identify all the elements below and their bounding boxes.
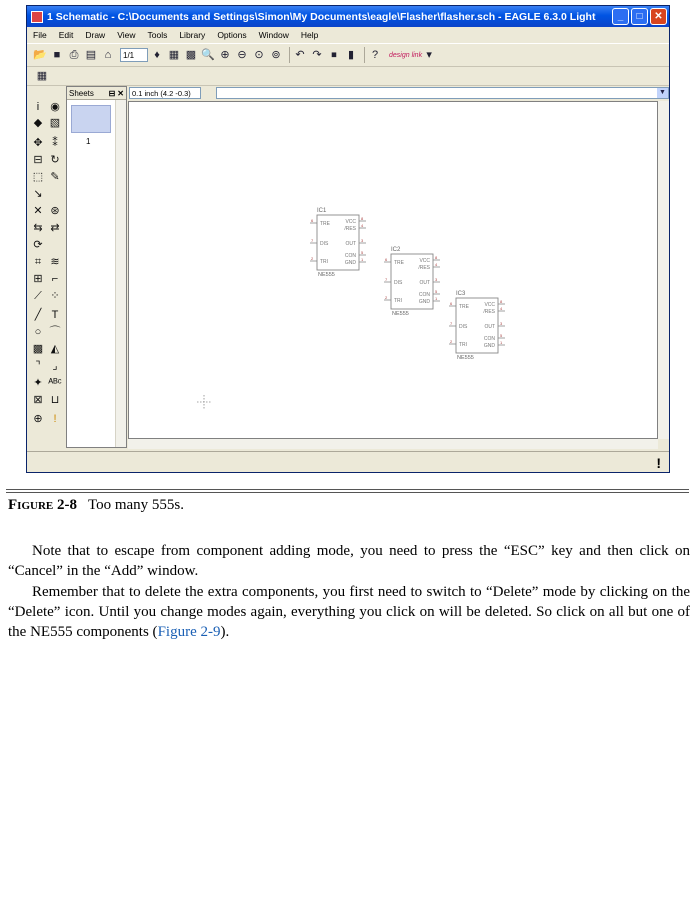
- pin-label: TRE: [394, 260, 404, 266]
- ulp-icon[interactable]: ▩: [185, 49, 197, 61]
- errors-icon[interactable]: !: [53, 413, 57, 425]
- pin-number: 6: [385, 257, 388, 262]
- attribute-icon[interactable]: ⊠: [33, 394, 43, 406]
- junction-icon[interactable]: ✦: [33, 377, 43, 389]
- mirror-icon[interactable]: ⊟: [33, 154, 43, 166]
- paragraph-text-end: ).: [220, 624, 230, 640]
- move-icon[interactable]: ✥: [33, 137, 43, 149]
- paste-icon[interactable]: ↘: [33, 188, 43, 200]
- pin-label: TRE: [459, 304, 469, 310]
- pin-label: OUT: [419, 280, 430, 286]
- figure-caption-text: Too many 555s.: [87, 497, 184, 513]
- info-icon[interactable]: i: [36, 101, 40, 113]
- delete-icon[interactable]: ✕: [33, 205, 43, 217]
- menu-file[interactable]: File: [33, 29, 47, 40]
- menu-library[interactable]: Library: [179, 29, 206, 40]
- help-icon[interactable]: ?: [371, 49, 379, 61]
- dropdown-arrow-icon[interactable]: ▾: [426, 49, 432, 61]
- bus-icon[interactable]: ⌝: [35, 360, 41, 372]
- ic-value: NE555: [457, 355, 474, 361]
- pin-number: 8: [435, 255, 438, 260]
- run-icon[interactable]: ▦: [168, 49, 180, 61]
- pin-number: 1: [500, 340, 503, 345]
- pin-number: 4: [435, 262, 438, 267]
- sheet-number: 1: [86, 137, 91, 146]
- paragraph: [8, 541, 690, 581]
- pin-number: 2: [311, 256, 314, 261]
- pin-number: 5: [435, 289, 438, 294]
- sheet-select[interactable]: 1/1: [120, 48, 148, 62]
- board-icon[interactable]: ⌂: [104, 49, 112, 61]
- sheets-panel: [66, 86, 127, 448]
- pin-label: GND: [418, 299, 430, 305]
- pin-label: TRI: [459, 342, 468, 348]
- pin-label: DIS: [459, 324, 468, 330]
- pin-number: 3: [435, 277, 438, 282]
- label-icon[interactable]: ᴬᴮᶜ: [48, 377, 62, 389]
- pin-label: DIS: [320, 241, 329, 247]
- pin-number: 7: [450, 321, 453, 326]
- print-icon[interactable]: ⎙: [69, 49, 79, 61]
- eagle-window: [26, 5, 670, 473]
- stop-icon[interactable]: ⏹: [331, 49, 337, 61]
- pin-number: 6: [311, 218, 314, 223]
- value-icon[interactable]: ≋: [50, 256, 60, 268]
- paragraph: [8, 582, 690, 642]
- arc-icon[interactable]: ⌒: [49, 326, 61, 338]
- menu-tools[interactable]: Tools: [147, 29, 168, 40]
- pin-number: 7: [385, 277, 388, 282]
- close-button[interactable]: ✕: [650, 8, 667, 25]
- ic-name: IC2: [391, 247, 401, 253]
- pin-number: 4: [500, 306, 503, 311]
- pin-label: VCC: [419, 258, 430, 264]
- pin-label: GND: [344, 260, 356, 266]
- menu-bar: [27, 27, 669, 42]
- ic-name: IC3: [456, 291, 466, 297]
- ic-symbol[interactable]: [310, 208, 366, 278]
- rect-icon[interactable]: ▩: [32, 343, 44, 355]
- cam-icon[interactable]: ▤: [85, 49, 97, 61]
- circle-icon[interactable]: ○: [34, 326, 42, 338]
- window-title: 1 Schematic - C:\Documents and Settings\Simon\My Documents\eagle\Flasher\flasher.sch - EAGLE 6.3.0 Light: [47, 10, 596, 23]
- replace-icon[interactable]: ⟳: [33, 239, 43, 251]
- command-line[interactable]: [216, 87, 669, 99]
- chevron-down-icon[interactable]: ▼: [657, 88, 668, 98]
- app-icon: [31, 11, 43, 23]
- menu-draw[interactable]: Draw: [85, 29, 106, 40]
- zoom-redraw-icon[interactable]: ⊙: [254, 49, 264, 61]
- zoom-area-icon[interactable]: ⊚: [271, 49, 281, 61]
- pin-label: /RES: [483, 309, 495, 315]
- sheets-scrollbar[interactable]: [115, 100, 126, 447]
- pin-number: 8: [361, 216, 364, 221]
- pin-label: VCC: [345, 219, 356, 225]
- toolbar-separator: [289, 47, 290, 63]
- undo-icon[interactable]: ↶: [295, 49, 305, 61]
- copy-icon[interactable]: ⁑: [52, 137, 58, 149]
- horizontal-scrollbar[interactable]: [128, 439, 658, 449]
- pin-number: 3: [361, 238, 364, 243]
- minimize-button[interactable]: _: [612, 8, 629, 25]
- name-icon[interactable]: ⌗: [34, 256, 42, 268]
- miter-icon[interactable]: ⌐: [51, 273, 59, 285]
- pin-number: 8: [500, 299, 503, 304]
- group-icon[interactable]: ⬚: [32, 171, 44, 183]
- figure-caption: [8, 497, 184, 514]
- sheets-header: [67, 87, 126, 100]
- grid-icon[interactable]: ▦: [36, 70, 48, 82]
- pin-label: TRI: [394, 298, 403, 304]
- status-bar: [27, 451, 669, 473]
- pin-label: TRI: [320, 259, 329, 265]
- zoom-out-icon[interactable]: ⊖: [237, 49, 247, 61]
- pin-number: 1: [435, 296, 438, 301]
- smash-icon[interactable]: ⊞: [33, 273, 43, 285]
- zoom-fit-icon[interactable]: 🔍: [201, 49, 215, 61]
- maximize-button[interactable]: □: [631, 8, 648, 25]
- menu-help[interactable]: Help: [300, 29, 319, 40]
- pin-label: CON: [344, 253, 356, 259]
- pin-label: /RES: [418, 265, 430, 271]
- figure-link[interactable]: Figure 2-9: [157, 624, 221, 640]
- dock-icon[interactable]: ⊟: [108, 88, 116, 98]
- crosshair-cursor: [197, 395, 211, 409]
- paragraph-text: Remember that to delete the extra components, you first need to switch to “Delete” mode by clicking on the “Delete” icon. Until you change modes again, everything you click on will be deleted. So click on all but one of the NE555 components (: [8, 584, 690, 640]
- paragraph-text: Note that to escape from component adding mode, you need to press the “ESC” key and then click on “Cancel” in the “Add” window.: [8, 543, 690, 579]
- rotate-icon[interactable]: ↻: [50, 154, 60, 166]
- figure-label: Figure 2-8: [8, 497, 77, 513]
- main-toolbar: [27, 43, 669, 67]
- designlink-logo[interactable]: design link: [389, 51, 423, 59]
- ic-symbol[interactable]: [384, 247, 440, 317]
- pin-label: CON: [418, 292, 430, 298]
- toolbar-separator: [364, 47, 365, 63]
- show-icon[interactable]: ◉: [50, 101, 60, 113]
- zoom-in-icon[interactable]: ⊕: [220, 49, 230, 61]
- pin-number: 7: [311, 238, 314, 243]
- open-icon[interactable]: 📂: [33, 49, 47, 61]
- parameter-toolbar: [27, 67, 669, 86]
- pin-label: OUT: [484, 324, 495, 330]
- redo-icon[interactable]: ↷: [312, 49, 322, 61]
- menu-edit[interactable]: Edit: [58, 29, 74, 40]
- title-bar: [27, 6, 669, 27]
- add-icon[interactable]: ⊛: [50, 205, 60, 217]
- menu-options[interactable]: Options: [217, 29, 247, 40]
- sheets-label: Sheets: [69, 88, 94, 98]
- dimension-icon[interactable]: ⊔: [50, 394, 60, 406]
- invoke-icon[interactable]: ⁘: [50, 290, 60, 302]
- wire-icon[interactable]: ╱: [34, 309, 42, 321]
- pin-number: 2: [385, 295, 388, 300]
- pin-number: 5: [361, 250, 364, 255]
- pin-label: /RES: [344, 226, 356, 232]
- pin-label: VCC: [484, 302, 495, 308]
- sheet-thumbnail[interactable]: [71, 105, 111, 133]
- ic-value: NE555: [318, 272, 335, 278]
- pin-label: GND: [483, 343, 495, 349]
- pin-label: OUT: [345, 241, 356, 247]
- ic-value: NE555: [392, 311, 409, 317]
- pin-number: 4: [361, 223, 364, 228]
- text-icon[interactable]: T: [51, 309, 59, 321]
- pin-label: CON: [483, 336, 495, 342]
- pinswap-icon[interactable]: ⇆: [33, 222, 43, 234]
- menu-view[interactable]: View: [117, 29, 136, 40]
- exclamation-icon[interactable]: !: [656, 455, 661, 471]
- close-panel-icon[interactable]: ✕: [117, 88, 124, 98]
- change-icon[interactable]: ✎: [50, 171, 60, 183]
- erc-icon[interactable]: ⊕: [33, 413, 43, 425]
- polygon-icon[interactable]: ◭: [50, 343, 60, 355]
- schematic-drawing: [129, 102, 657, 438]
- pin-number: 3: [500, 321, 503, 326]
- command-toolbar: [27, 86, 65, 448]
- net-icon[interactable]: ⌟: [52, 360, 58, 372]
- pin-number: 1: [361, 257, 364, 262]
- coordinate-display: 0.1 inch (4.2 -0.3): [129, 87, 201, 99]
- save-icon[interactable]: ■: [53, 49, 61, 61]
- caption-rule-top: [6, 489, 689, 490]
- pin-number: 2: [450, 339, 453, 344]
- menu-window[interactable]: Window: [258, 29, 289, 40]
- mark-icon[interactable]: ▧: [49, 117, 61, 129]
- pin-label: TRE: [320, 221, 330, 227]
- caption-rule-bottom: [6, 492, 689, 493]
- pin-number: 5: [500, 333, 503, 338]
- display-icon[interactable]: ◆: [33, 117, 43, 129]
- pin-number: 6: [450, 301, 453, 306]
- go-icon[interactable]: ▮: [347, 49, 355, 61]
- schematic-canvas[interactable]: [128, 101, 658, 439]
- split-icon[interactable]: ⟋: [34, 290, 42, 302]
- gateswap-icon[interactable]: ⇄: [50, 222, 60, 234]
- pin-label: DIS: [394, 280, 403, 286]
- script-icon[interactable]: ♦: [154, 49, 160, 61]
- vertical-scrollbar[interactable]: [658, 101, 669, 439]
- ic-symbol[interactable]: [449, 291, 505, 361]
- ic-name: IC1: [317, 208, 327, 214]
